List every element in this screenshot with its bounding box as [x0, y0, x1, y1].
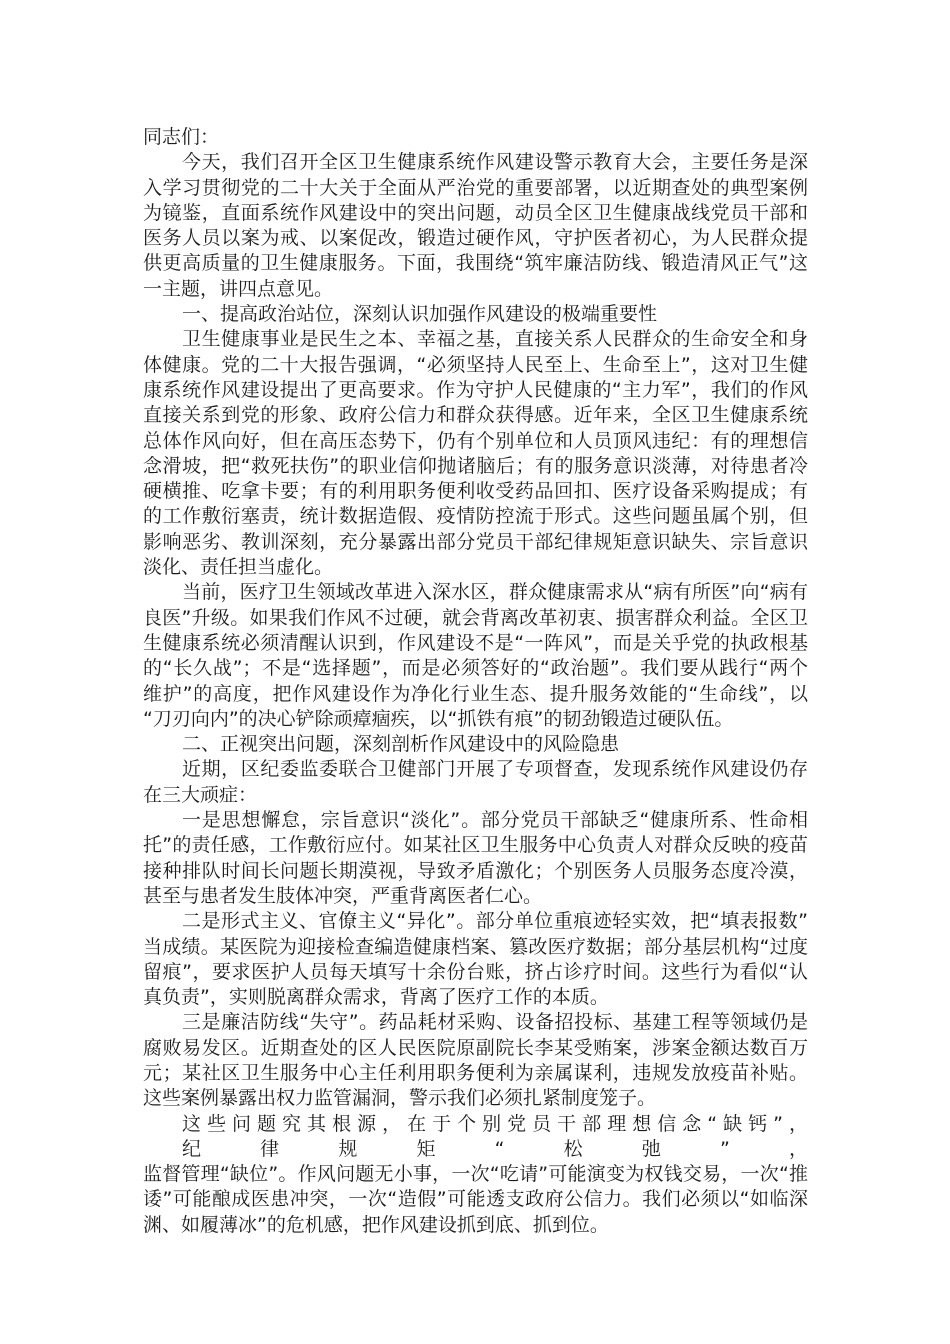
text-line: 为镜鉴，直面系统作风建设中的突出问题，动员全区卫生健康战线党员干部和: [143, 201, 808, 224]
text-line: 体健康。党的二十大报告强调，“必须坚持人民至上、生命至上”，这对卫生健: [143, 353, 808, 376]
text-line: 念滑坡，把“救死扶伤”的职业信仰抛诸脑后；有的服务意识淡薄，对待患者冷: [143, 454, 808, 477]
text-line: 三是廉洁防线“失守”。药品耗材采购、设备招投标、基建工程等领域仍是: [182, 1011, 808, 1034]
text-line: 今天，我们召开全区卫生健康系统作风建设警示教育大会，主要任务是深: [182, 151, 808, 174]
text-line: 留痕”，要求医护人员每天填写十余份台账，挤占诊疗时间。这些行为看似“认: [143, 960, 808, 983]
text-line: “刀刃向内”的决心铲除顽瘴痼疾，以“抓铁有痕”的韧劲锻造过硬队伍。: [143, 707, 734, 730]
paragraph-s2-5: [143, 1112, 808, 1238]
text-line: 当前，医疗卫生领域改革进入深水区，群众健康需求从“病有所医”向“病有: [182, 581, 808, 604]
text-line: 诿”可能酿成医患冲突，一次“造假”可能透支政府公信力。我们必须以“如临深: [143, 1188, 808, 1211]
text-line: 在三大顽症：: [143, 783, 258, 806]
document-body: [143, 125, 808, 1238]
text-line: 二是形式主义、官僚主义“异化”。部分单位重痕迹轻实效，把“填表报数”: [182, 910, 808, 933]
text-line: 元；某社区卫生服务中心主任利用职务便利为亲属谋利，违规发放疫苗补贴。: [143, 1061, 808, 1084]
text-line: 淡化、责任担当虚化。: [143, 556, 334, 579]
salutation: 同志们：: [143, 126, 220, 148]
text-line: 康系统作风建设提出了更高要求。作为守护人民健康的“主力军”，我们的作风: [143, 378, 808, 401]
text-line: 一主题，讲四点意见。: [143, 277, 334, 300]
text-line: 影响恶劣、教训深刻，充分暴露出部分党员干部纪律规矩意识缺失、宗旨意识: [143, 530, 808, 553]
text-line: 监督管理“缺位”。作风问题无小事，一次“吃请”可能演变为权钱交易，一次“推: [143, 1163, 808, 1186]
paragraph-s2-3: [143, 909, 808, 1010]
text-line: 甚至与患者发生肢体冲突，严重背离医者仁心。: [143, 884, 543, 907]
paragraph-intro: [143, 150, 808, 302]
paragraph-s2-1: [143, 757, 808, 808]
text-line: 医务人员以案为戒、以案促改，锻造过硬作风，守护医者初心，为人民群众提: [143, 227, 808, 250]
text-line: 卫生健康事业是民生之本、幸福之基，直接关系人民群众的生命安全和身: [182, 328, 808, 351]
text-line: 当成绩。某医院为迎接检查编造健康档案、篡改医疗数据；部分基层机构“过度: [143, 935, 808, 958]
text-line: 的工作敷衍塞责，统计数据造假、疫情防控流于形式。这些问题虽属个别，但: [143, 505, 808, 528]
text-line: 维护”的高度，把作风建设作为净化行业生态、提升服务效能的“生命线”，以: [143, 682, 808, 705]
paragraph-s1-2: [143, 580, 808, 732]
text-line: 这些问题究其根源，在于个别党员干部理想信念“缺钙”，纪律规矩“松弛”，: [182, 1112, 808, 1160]
text-line: 总体作风向好，但在高压态势下，仍有个别单位和人员顶风违纪：有的理想信: [143, 429, 808, 452]
text-line: 腐败易发区。近期查处的区人民医院原副院长李某受贿案，涉案金额达数百万: [143, 1036, 808, 1059]
section-heading-1: 一、提高政治站位，深刻认识加强作风建设的极端重要性: [182, 303, 658, 326]
text-line: 硬横推、吃拿卡要；有的利用职务便利收受药品回扣、医疗设备采购提成；有: [143, 480, 808, 503]
text-line: 托”的责任感，工作敷衍应付。如某社区卫生服务中心负责人对群众反映的疫苗: [143, 834, 808, 857]
paragraph-s2-4: [143, 1010, 808, 1111]
text-line: 这些案例暴露出权力监管漏洞，警示我们必须扎紧制度笼子。: [143, 1087, 657, 1110]
text-line: 真负责”，实则脱离群众需求，背离了医疗工作的本质。: [143, 986, 609, 1009]
text-line: 直接关系到党的形象、政府公信力和群众获得感。近年来，全区卫生健康系统: [143, 404, 808, 427]
text-line: 近期，区纪委监委联合卫健部门开展了专项督查，发现系统作风建设仍存: [182, 758, 808, 781]
text-line: 一是思想懈怠，宗旨意识“淡化”。部分党员干部缺乏“健康所系、性命相: [182, 809, 808, 832]
paragraph-s2-2: [143, 808, 808, 909]
text-line: 渊、如履薄冰”的危机感，把作风建设抓到底、抓到位。: [143, 1213, 609, 1236]
text-line: 入学习贯彻党的二十大关于全面从严治党的重要部署，以近期查处的典型案例: [143, 176, 808, 199]
text-line: 生健康系统必须清醒认识到，作风建设不是“一阵风”，而是关乎党的执政根基: [143, 631, 808, 654]
section-heading-2: 二、正视突出问题，深刻剖析作风建设中的风险隐患: [182, 733, 620, 756]
paragraph-s1-1: [143, 327, 808, 580]
text-line: 的“长久战”；不是“选择题”，而是必须答好的“政治题”。我们要从践行“两个: [143, 657, 808, 680]
text-line: 供更高质量的卫生健康服务。下面，我围绕“筑牢廉洁防线、锻造清风正气”这: [143, 252, 808, 275]
text-line: 接种排队时间长问题长期漠视，导致矛盾激化；个别医务人员服务态度冷漠，: [143, 859, 808, 882]
text-line: 良医”升级。如果我们作风不过硬，就会背离改革初衷、损害群众利益。全区卫: [143, 606, 808, 629]
